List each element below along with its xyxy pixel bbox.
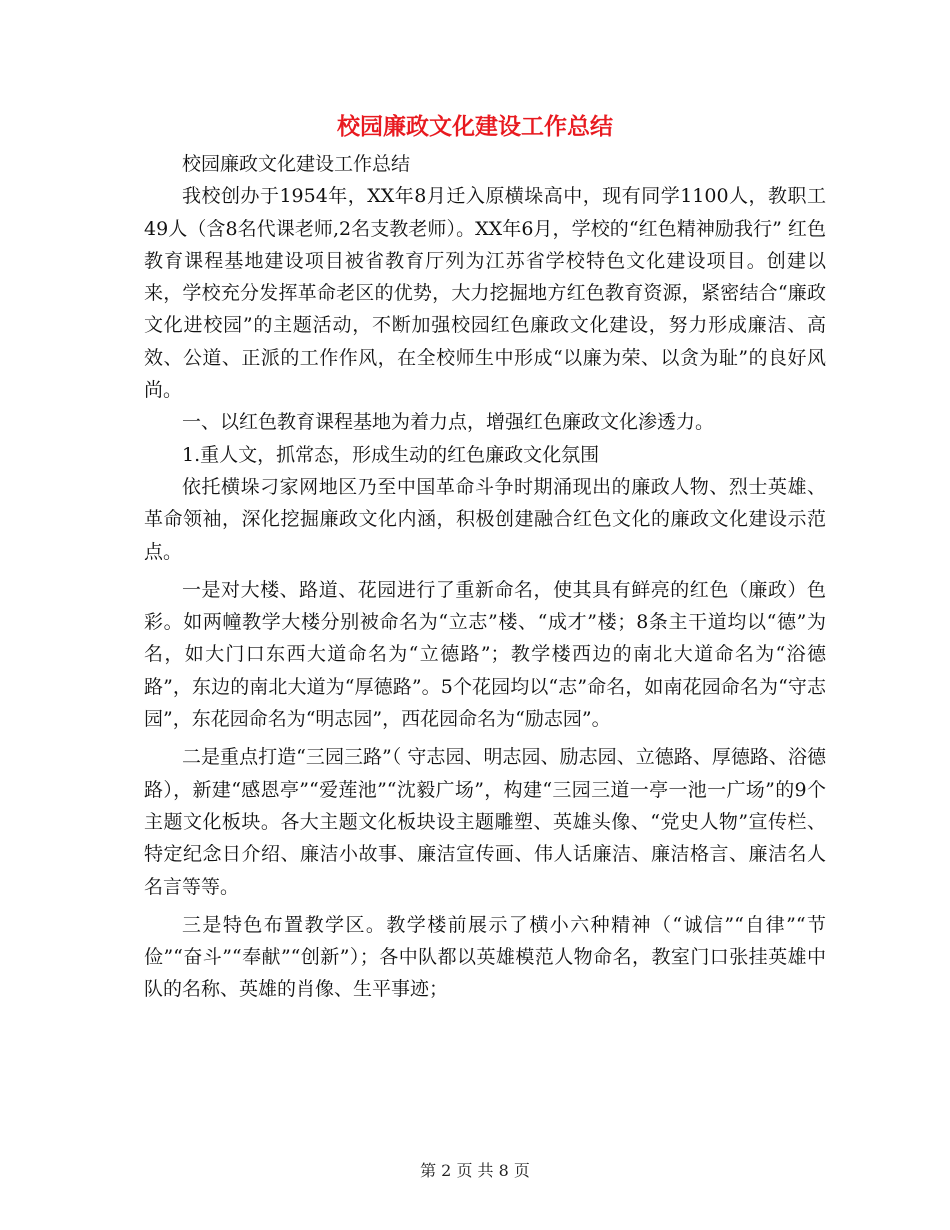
paragraph-point-1: 一是对大楼、路道、花园进行了重新命名，使其具有鲜亮的红色（廉政）色彩。如两幢教学大楼分别被命名为“立志”楼、“成才”楼；8条主干道均以“德”为名，如大门口东西大道命名为“立德路”；教学楼西边的南北大道命名为“浴德路”，东边的南北大道为“厚德路”。5个花园均以“志”命名，如南花园命名为“守志园”，东花园命名为“明志园”，西花园命名为“励志园”。 (144, 578, 826, 731)
paragraph-intro: 我校创办于1954年，XX年8月迁入原横垛高中，现有同学1100人，教职工49人（含8名代课老师,2名支教老师）。XX年6月，学校的“红色精神励我行” 红色教育课程基地建设项目被省教育厅列为江苏省学校特色文化建设项目。创建以来，学校充分发挥革命老区的优势，大力挖掘地方红色教育资源，紧密结合“廉政文化进校园”的主题活动，不断加强校园红色廉政文化建设，努力形成廉洁、高效、公道、正派的工作作风，在全校师生中形成“以廉为荣、以贪为耻”的良好风尚。 (144, 185, 826, 402)
page-number-footer: 第 2 页 共 8 页 (420, 1161, 530, 1180)
paragraph-point-2: 二是重点打造“三园三路”（ 守志园、明志园、励志园、立德路、厚德路、浴德路），新建“感恩亭”“爱莲池”“沈毅广场”，构建“三园三道一亭一池一广场”的9个主题文化板块。各大主题文化板块设主题雕塑、英雄头像、“党史人物”宣传栏、特定纪念日介绍、廉洁小故事、廉洁宣传画、伟人话廉洁、廉洁格言、廉洁名人名言等等。 (144, 746, 826, 898)
paragraph-reliance: 依托横垛刁家网地区乃至中国革命斗争时期涌现出的廉政人物、烈士英雄、革命领袖，深化挖掘廉政文化内涵，积极创建融合红色文化的廉政文化建设示范点。 (144, 475, 826, 563)
paragraph-subtitle: 校园廉政文化建设工作总结 (182, 153, 411, 175)
page-title: 校园廉政文化建设工作总结 (337, 113, 613, 140)
subsection-heading-1: 1.重人文，抓常态，形成生动的红色廉政文化氛围 (182, 443, 600, 466)
paragraph-point-3: 三是特色布置教学区。教学楼前展示了横小六种精神（“诚信”“自律”“节俭”“奋斗”“奉献”“创新”）；各中队都以英雄模范人物命名，教室门口张挂英雄中队的名称、英雄的肖像、生平事迹； (144, 913, 826, 1001)
section-heading-1: 一、以红色教育课程基地为着力点，增强红色廉政文化渗透力。 (182, 411, 715, 434)
document-body (144, 148, 826, 1006)
